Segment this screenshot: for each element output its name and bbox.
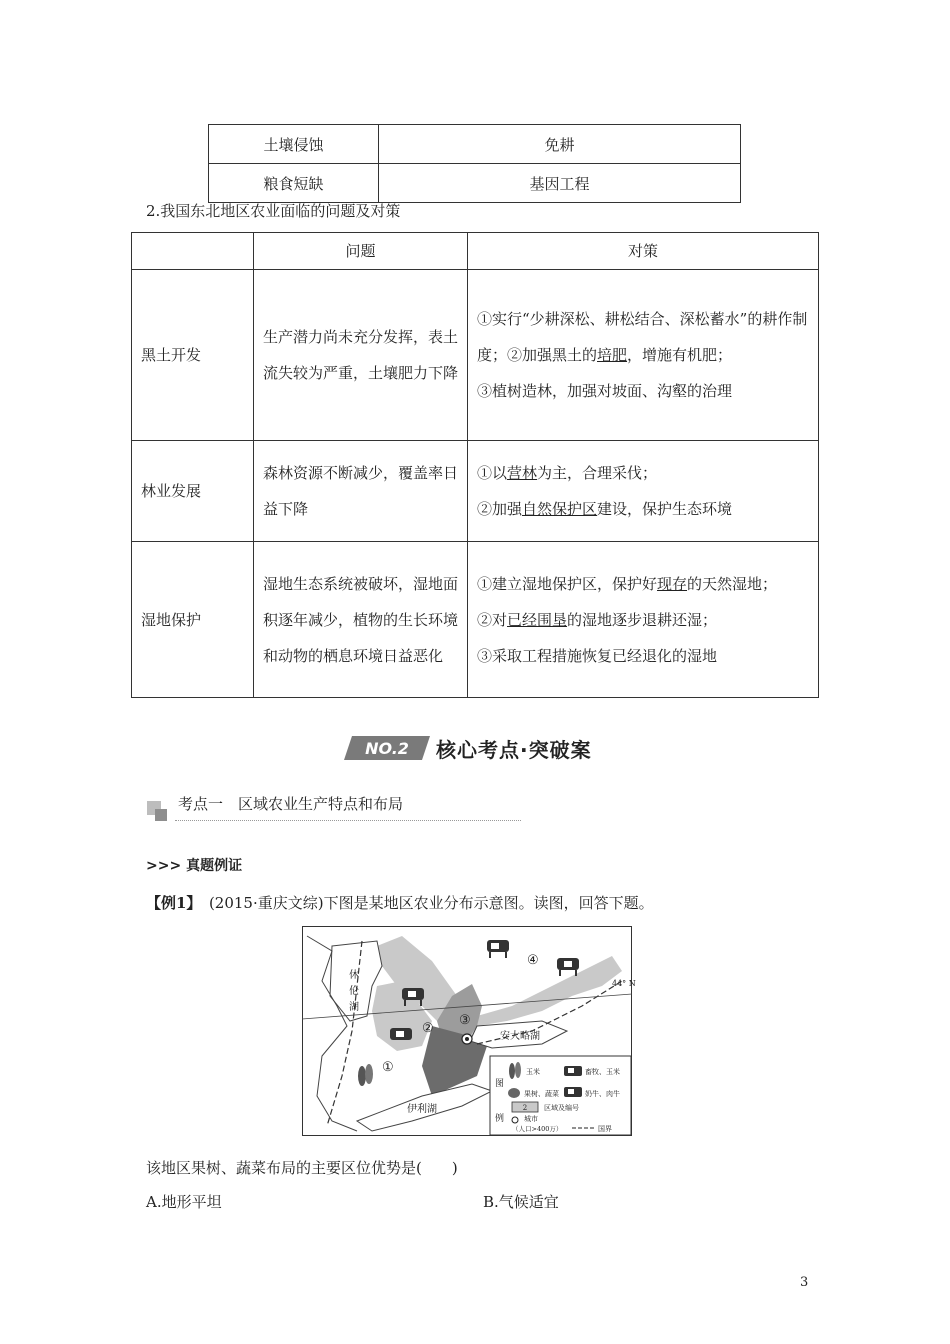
lake-label: 伦 xyxy=(349,986,359,997)
row-problem: 生产潜力尚未充分发挥，表土流失较为严重，土壤肥力下降 xyxy=(254,270,468,441)
option-b: B.气候适宜 xyxy=(483,1193,559,1211)
legend-label: （人口>400万） xyxy=(512,1125,563,1133)
measure-text: ②加强 xyxy=(477,500,523,518)
section-marker-icon xyxy=(155,809,167,821)
measure-text: ③植树造林，加强对坡面、沟壑的治理 xyxy=(477,382,733,400)
row-problem: 森林资源不断减少，覆盖率日益下降 xyxy=(254,441,468,542)
measure-text: 建设，保护生态环境 xyxy=(597,500,733,518)
northeast-agriculture-table xyxy=(131,232,819,698)
city-icon xyxy=(512,1117,518,1123)
fruit-veg-icon xyxy=(508,1088,520,1098)
example-text: (2015·重庆文综)下图是某地区农业分布示意图。读图，回答下题。 xyxy=(193,894,654,912)
table-header-cell: 问题 xyxy=(254,233,468,270)
table-header-cell: 对策 xyxy=(468,233,819,270)
row-measures xyxy=(468,441,819,542)
kaodian-heading: 考点一 区域农业生产特点和布局 xyxy=(178,795,404,813)
table-row xyxy=(209,125,741,164)
measure-text: ③采取工程措施恢复已经退化的湿地 xyxy=(477,646,718,665)
example-line xyxy=(146,892,654,913)
lake-label: 伊利湖 xyxy=(407,1104,437,1115)
table-cell: 免耕 xyxy=(379,125,741,164)
table-row xyxy=(132,270,819,441)
table-row xyxy=(132,441,819,542)
zhenti-heading: >>> 真题例证 xyxy=(146,858,243,874)
example-tag: 【例1】 xyxy=(146,894,194,912)
measure-text: 的天然湿地； xyxy=(687,574,778,593)
measure-underlined: 自然保护区 xyxy=(522,500,598,518)
measure-line xyxy=(477,301,809,373)
table-cell: 基因工程 xyxy=(379,164,741,203)
table-row xyxy=(132,542,819,698)
option-a: A.地形平坦 xyxy=(146,1193,222,1211)
row-measures xyxy=(468,270,819,441)
measure-text: ，增施有机肥； xyxy=(627,346,733,364)
region-label: ② xyxy=(422,1021,434,1036)
no2-badge xyxy=(344,735,430,761)
cow-icon xyxy=(564,1066,582,1076)
table-row xyxy=(209,164,741,203)
measure-line xyxy=(477,491,809,527)
legend-swatch-number: 2 xyxy=(522,1104,528,1112)
row-name: 湿地保护 xyxy=(132,542,254,698)
dotted-divider xyxy=(175,820,521,821)
row-problem: 湿地生态系统被破坏，湿地面积逐年减少，植物的生长环境和动物的栖息环境日益恶化 xyxy=(254,542,468,698)
measure-line xyxy=(477,566,809,602)
table-header-row xyxy=(132,233,819,270)
latitude-label: 44° N xyxy=(612,979,636,988)
region-label: ④ xyxy=(527,953,539,968)
page-number: 3 xyxy=(800,1275,809,1290)
legend-label: 城市 xyxy=(524,1115,538,1123)
legend-title: 例 xyxy=(495,1114,505,1124)
measure-line xyxy=(477,602,809,638)
measure-line xyxy=(477,373,809,409)
measure-underlined: 现存 xyxy=(657,574,688,593)
table-cell: 粮食短缺 xyxy=(209,164,379,203)
legend-label: 畜牧、玉米 xyxy=(585,1068,620,1076)
row-measures xyxy=(468,542,819,698)
legend-label: 奶牛、肉牛 xyxy=(585,1090,620,1098)
lake-label: 湖 xyxy=(349,1002,359,1013)
cow-icon xyxy=(564,1087,582,1097)
cow-icon xyxy=(390,1028,412,1040)
summary-table xyxy=(208,124,741,203)
badge-text: NO.2 xyxy=(365,739,409,758)
row-name: 黑土开发 xyxy=(132,270,254,441)
lake-label: 安大略湖 xyxy=(500,1031,540,1042)
legend-label: 玉米 xyxy=(526,1068,540,1076)
measure-line xyxy=(477,638,809,674)
measure-underlined: 已经围垦 xyxy=(507,610,568,629)
measure-text: ①以 xyxy=(477,464,508,482)
legend-label: 果树、蔬菜 xyxy=(524,1090,559,1098)
region-label: ③ xyxy=(459,1013,471,1028)
table-header-cell xyxy=(132,233,254,270)
measure-underlined: 培肥 xyxy=(597,346,628,364)
measure-text: ①实行“少耕深松、耕松结合、深松蓄水”的耕作制度；②加强黑土的 xyxy=(477,310,808,364)
city-icon-dot xyxy=(465,1037,469,1041)
question-text: 该地区果树、蔬菜布局的主要区位优势是( ) xyxy=(146,1159,458,1177)
legend-title: 图 xyxy=(495,1079,505,1089)
region-label: ① xyxy=(382,1060,394,1075)
measure-text: 为主，合理采伐； xyxy=(537,464,658,482)
lake-label: 休 xyxy=(349,970,359,981)
legend-label: 区域及编号 xyxy=(544,1104,579,1112)
legend-label: 国界 xyxy=(598,1125,612,1133)
banner-title: 核心考点·突破案 xyxy=(436,738,592,762)
measure-line xyxy=(477,455,809,491)
row-name: 林业发展 xyxy=(132,441,254,542)
measure-text: 的湿地逐步退耕还湿； xyxy=(567,610,718,629)
section-title: 2.我国东北地区农业面临的问题及对策 xyxy=(146,202,401,220)
measure-text: ①建立湿地保护区，保护好 xyxy=(477,574,658,593)
measure-text: ②对 xyxy=(477,610,508,629)
table-cell: 土壤侵蚀 xyxy=(209,125,379,164)
measure-underlined: 营林 xyxy=(507,464,538,482)
agriculture-map xyxy=(302,926,636,1136)
